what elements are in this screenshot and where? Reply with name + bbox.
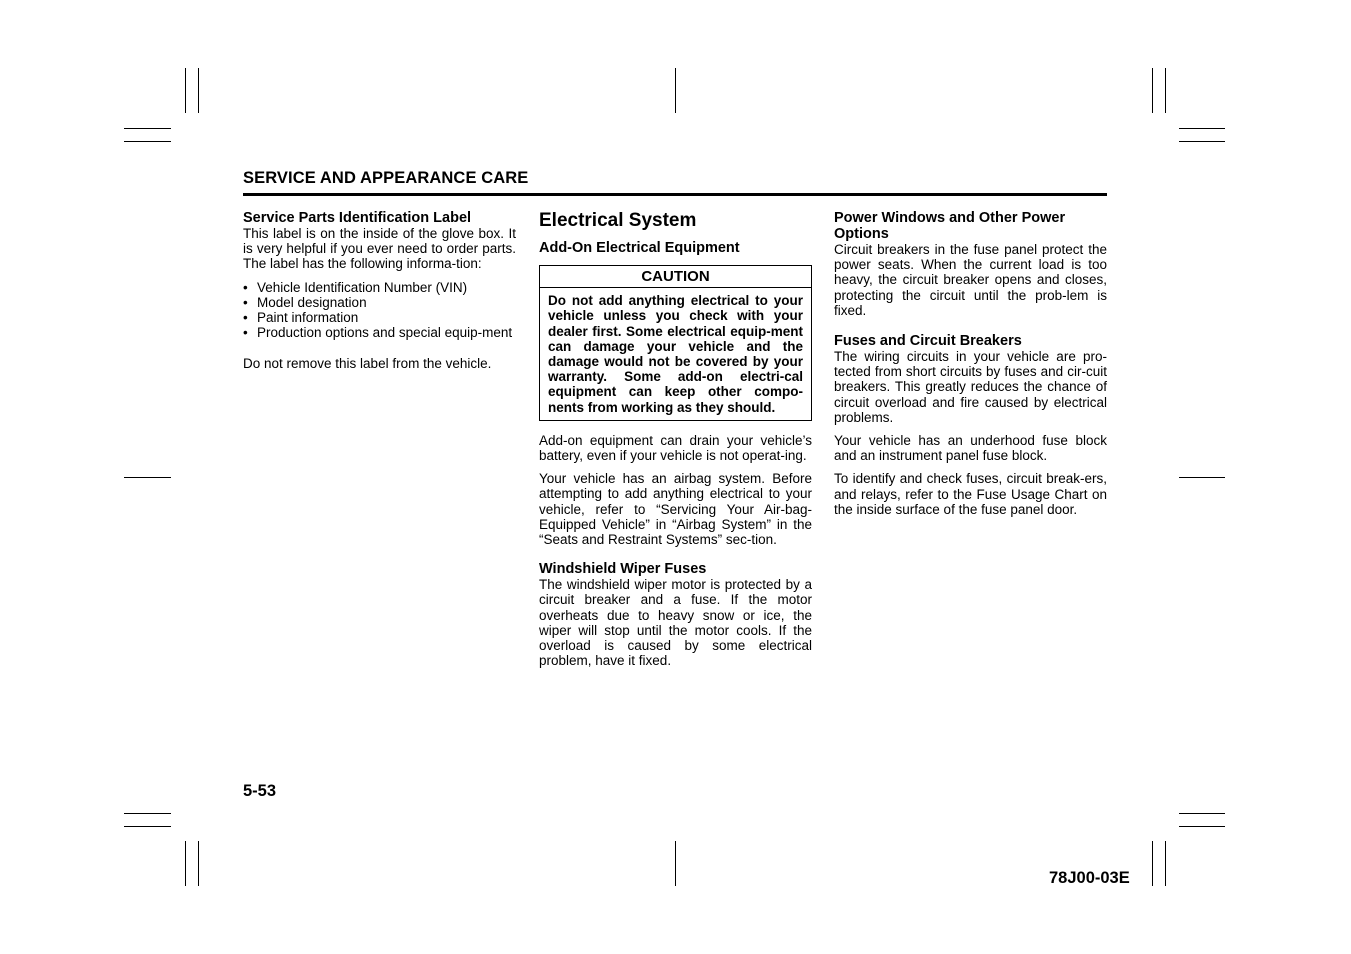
crop-mark [185,68,186,113]
caution-text: Do not add anything electrical to your vehicle unless you check with your dealer first. Some electrical equip-ment can damage your vehicle and the damage would not be covered by your warranty. Some add-on electri-cal equipment can keep other compo-nents from working as they should. [548,293,803,415]
crop-mark [1179,477,1225,478]
fuses-breakers-heading: Fuses and Circuit Breakers [834,333,1022,350]
crop-mark [198,841,199,886]
power-windows-heading: Power Windows and Other Power Options [834,210,1066,242]
label-note: Do not remove this label from the vehicle. [243,356,492,372]
caution-box [539,265,812,421]
crop-mark [675,68,676,113]
power-windows-text: Circuit breakers in the fuse panel protect the power seats. When the current load is too heavy, the circuit breaker opens and closes, protecting the circuit until the prob-lem is fixed. [834,242,1107,318]
section-title: SERVICE AND APPEARANCE CARE [243,169,529,187]
list-item: • Model designation [243,294,367,310]
crop-mark [675,841,676,886]
crop-mark [198,68,199,113]
service-parts-intro: This label is on the inside of the glove box. It is very helpful if you ever need to order parts. The label has the following informa-tion: [243,226,516,272]
bullet-icon: • [243,279,248,295]
wiper-fuses-heading: Windshield Wiper Fuses [539,561,707,578]
service-parts-heading: Service Parts Identification Label [243,210,472,226]
column-middle [539,210,812,668]
crop-mark [1152,841,1153,886]
fuse-usage-paragraph: To identify and check fuses, circuit break-ers, and relays, refer to the Fuse Usage Chart on the inside surface of the fuse panel door. [834,471,1107,517]
crop-mark [1179,813,1225,814]
crop-mark [185,841,186,886]
column-left [243,210,516,372]
wiper-fuses-text: The windshield wiper motor is protected by a circuit breaker and a fuse. If the motor overheats due to heavy snow or ice, the wiper will stop until the motor cools. If the overload is caused by some electrical problem, have it fixed. [539,577,812,669]
crop-mark [124,813,171,814]
document-code: 78J00-03E [1049,869,1130,887]
crop-mark [1165,841,1166,886]
airbag-paragraph: Your vehicle has an airbag system. Before attempting to add anything electrical to your vehicle, refer to “Servicing Your Air-bag-Equipped Vehicle” in “Airbag System” in the “Seats and Restraint Systems” sec-tion. [539,471,812,548]
list-item: • Vehicle Identification Number (VIN) [243,279,468,295]
fuse-block-paragraph: Your vehicle has an underhood fuse block and an instrument panel fuse block. [834,433,1107,464]
list-item: • Paint information [243,310,359,326]
crop-mark [1165,68,1166,113]
caution-title: CAUTION [540,266,811,288]
crop-mark [1179,141,1225,142]
page-number: 5-53 [243,782,277,800]
crop-mark [124,477,171,478]
add-on-heading: Add-On Electrical Equipment [539,240,740,256]
electrical-system-title: Electrical System [539,210,697,231]
bullet-icon: • [243,325,248,341]
crop-mark [1152,68,1153,113]
fuses-breakers-text: The wiring circuits in your vehicle are pro-tected from short circuits by fuses and cir-cuit breakers. This greatly reduces the chance of circuit overload and fire caused by electrical problems. [834,349,1107,425]
bullet-icon: • [243,310,248,326]
header-rule [243,193,1107,196]
bullet-icon: • [243,294,248,310]
add-on-paragraph: Add-on equipment can drain your vehicle’s battery, even if your vehicle is not operat-ing. [539,432,812,464]
crop-mark [124,141,171,142]
crop-mark [1179,826,1225,827]
label-contents-list [243,280,516,341]
column-right [834,210,1107,517]
crop-mark [124,128,171,129]
crop-mark [124,826,171,827]
crop-mark [1179,128,1225,129]
list-item: • Production options and special equip-ment [243,325,513,341]
